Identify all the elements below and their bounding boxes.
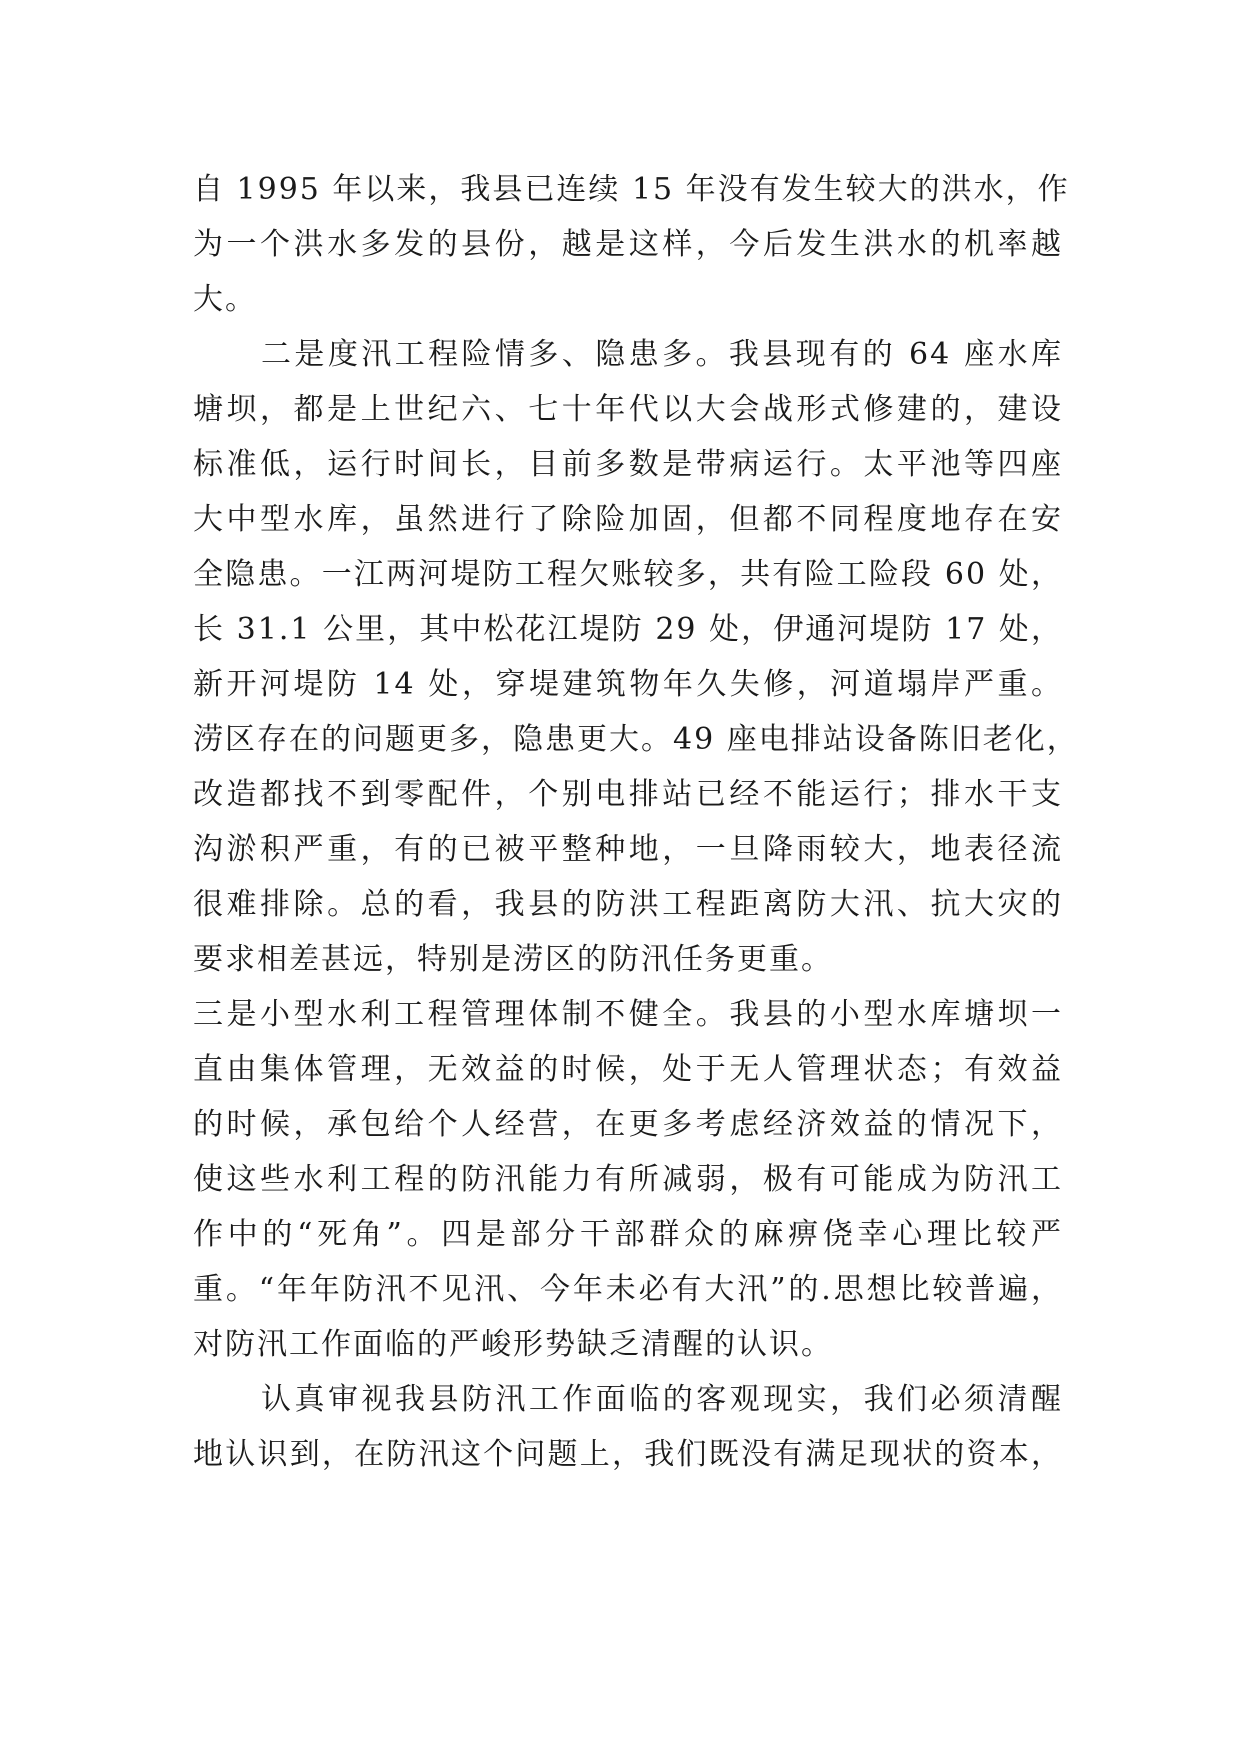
text-line: 长 31.1 公里，其中松花江堤防 29 处，伊通河堤防 17 处， — [193, 612, 1063, 647]
text-line: 大。 — [193, 282, 257, 317]
text-line: 改造都找不到零配件，个别电排站已经不能运行；排水干支 — [193, 777, 1063, 812]
text-line: 自 1995 年以来，我县已连续 15 年没有发生较大的洪水，作 — [193, 172, 1070, 207]
text-line: 很难排除。总的看，我县的防洪工程距离防大汛、抗大灾的 — [193, 887, 1063, 922]
body-text — [193, 162, 1079, 1482]
text-line: 的时候，承包给个人经营，在更多考虑经济效益的情况下， — [193, 1107, 1063, 1142]
text-line: 要求相差甚远，特别是涝区的防汛任务更重。 — [193, 942, 833, 977]
text-line: 标准低，运行时间长，目前多数是带病运行。太平池等四座 — [193, 447, 1063, 482]
text-line: 使这些水利工程的防汛能力有所减弱，极有可能成为防汛工 — [193, 1162, 1063, 1197]
text-line: 认真审视我县防汛工作面临的客观现实，我们必须清醒 — [261, 1382, 1063, 1417]
text-line: 重。“年年防汛不见汛、今年未必有大汛”的.思想比较普遍， — [193, 1272, 1063, 1307]
text-line: 大中型水库，虽然进行了除险加固，但都不同程度地存在安 — [193, 502, 1063, 537]
text-line: 对防汛工作面临的严峻形势缺乏清醒的认识。 — [193, 1327, 833, 1362]
text-line: 沟淤积严重，有的已被平整种地，一旦降雨较大，地表径流 — [193, 832, 1063, 867]
text-line: 二是度汛工程险情多、隐患多。我县现有的 64 座水库 — [261, 337, 1063, 372]
text-line: 三是小型水利工程管理体制不健全。我县的小型水库塘坝一 — [193, 997, 1063, 1032]
text-line: 直由集体管理，无效益的时候，处于无人管理状态；有效益 — [193, 1052, 1063, 1087]
text-line: 全隐患。一江两河堤防工程欠账较多，共有险工险段 60 处， — [193, 557, 1063, 592]
text-line: 塘坝，都是上世纪六、七十年代以大会战形式修建的，建设 — [193, 392, 1063, 427]
text-line: 涝区存在的问题更多，隐患更大。49 座电排站设备陈旧老化， — [193, 722, 1079, 757]
text-line: 为一个洪水多发的县份，越是这样，今后发生洪水的机率越 — [193, 227, 1063, 262]
text-line: 地认识到，在防汛这个问题上，我们既没有满足现状的资本， — [193, 1437, 1063, 1472]
text-line: 新开河堤防 14 处，穿堤建筑物年久失修，河道塌岸严重。 — [193, 667, 1063, 702]
text-line: 作中的“死角”。四是部分干部群众的麻痹侥幸心理比较严 — [193, 1217, 1063, 1252]
